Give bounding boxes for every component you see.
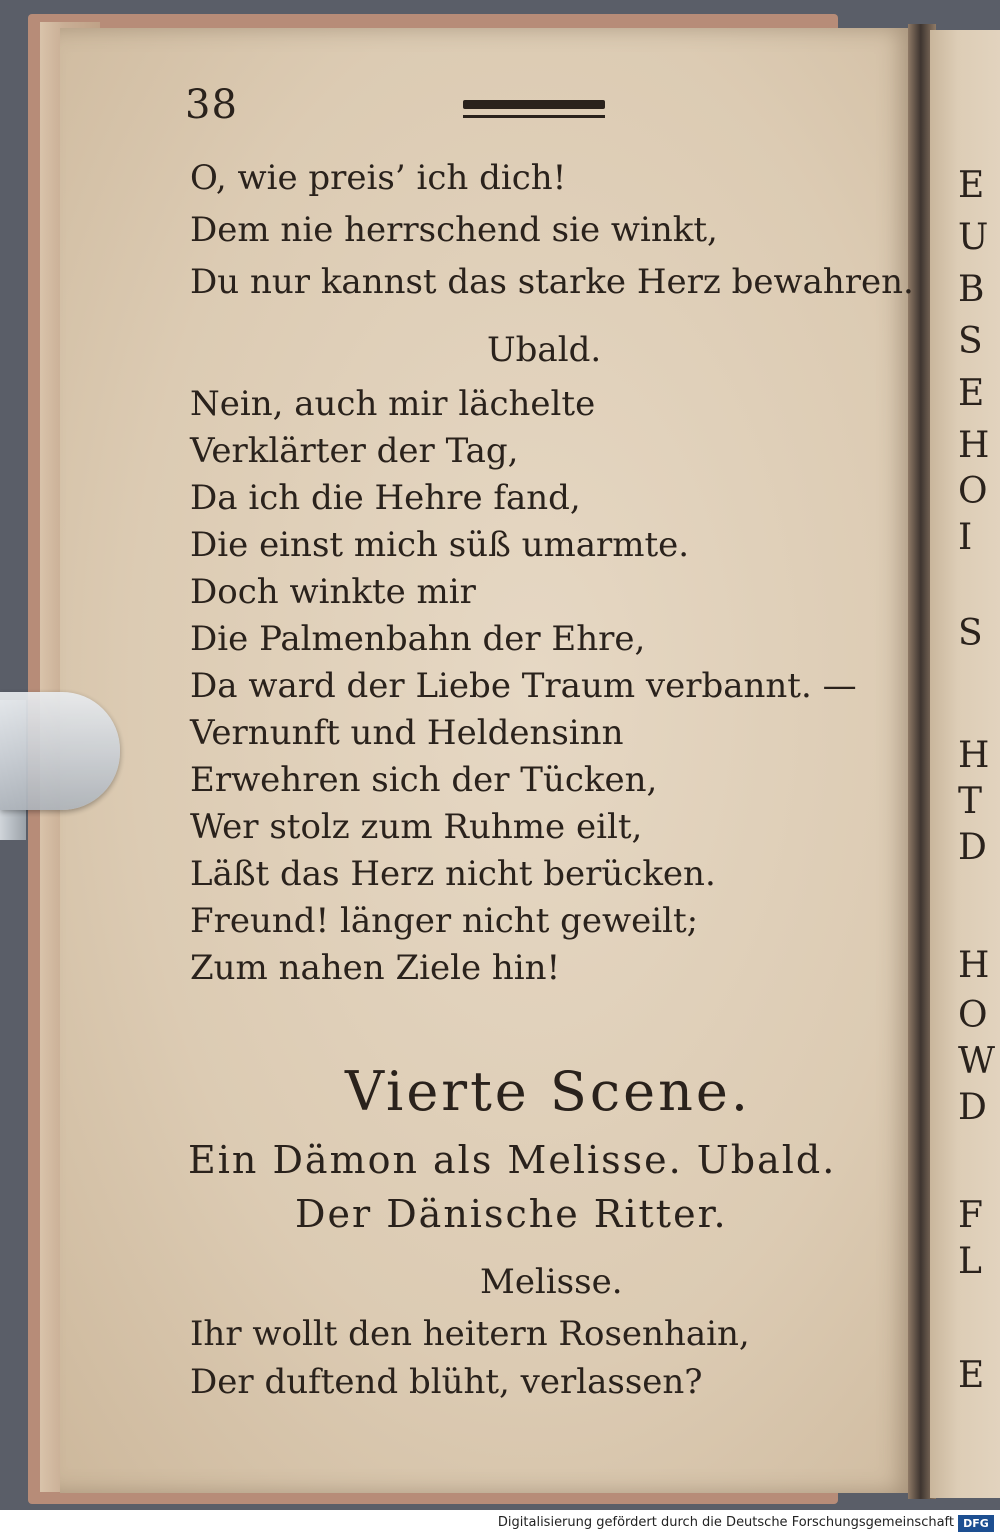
verse-line: Die einst mich süß umarmte. bbox=[190, 525, 690, 565]
facing-page-letter: O bbox=[958, 995, 988, 1036]
facing-page-letter: H bbox=[958, 735, 990, 776]
facing-page-letter: W bbox=[958, 1041, 996, 1082]
verse-line: Du nur kannst das starke Herz bewahren. bbox=[190, 262, 914, 302]
verse-line: Freund! länger nicht geweilt; bbox=[190, 901, 699, 941]
verse-line: Da ward der Liebe Traum verbannt. — bbox=[190, 666, 857, 706]
verse-line: Der duftend blüht, verlassen? bbox=[190, 1362, 703, 1402]
facing-page-letter: S bbox=[958, 321, 983, 362]
footer-bar bbox=[0, 1510, 1000, 1538]
verse-line: Erwehren sich der Tücken, bbox=[190, 760, 658, 800]
facing-page-letter: I bbox=[958, 517, 973, 558]
speaker-name: Melisse. bbox=[480, 1262, 623, 1302]
verse-line: Nein, auch mir lächelte bbox=[190, 384, 596, 424]
facing-page-letter: E bbox=[958, 1355, 985, 1396]
facing-page-letter: O bbox=[958, 471, 988, 512]
verse-line: Zum nahen Ziele hin! bbox=[190, 948, 561, 988]
verse-line: Dem nie herrschend sie winkt, bbox=[190, 210, 718, 250]
digitization-credit: Digitalisierung gefördert durch die Deutsche Forschungsgemeinschaft bbox=[497, 1515, 954, 1530]
verse-line: Doch winkte mir bbox=[190, 572, 476, 612]
cast-list: Der Dänische Ritter. bbox=[295, 1192, 728, 1236]
facing-page-letter: B bbox=[958, 269, 985, 310]
cast-list: Ein Dämon als Melisse. Ubald. bbox=[188, 1138, 837, 1182]
speaker-name: Ubald. bbox=[487, 330, 602, 370]
verse-line: Ihr wollt den heitern Rosenhain, bbox=[190, 1314, 750, 1354]
facing-page-letter: E bbox=[958, 165, 985, 206]
header-ornament bbox=[463, 100, 605, 118]
facing-page-letter: H bbox=[958, 945, 990, 986]
facing-page-letter: H bbox=[958, 425, 990, 466]
page-number: 38 bbox=[185, 82, 238, 128]
facing-page-letter: U bbox=[958, 217, 989, 258]
verse-line: Vernunft und Heldensinn bbox=[190, 713, 624, 753]
verse-line: Da ich die Hehre fand, bbox=[190, 478, 581, 518]
verse-line: O, wie preis’ ich dich! bbox=[190, 158, 567, 198]
facing-page-letter: T bbox=[958, 781, 983, 822]
verse-line: Läßt das Herz nicht berücken. bbox=[190, 854, 716, 894]
facing-page-letter: L bbox=[958, 1241, 982, 1282]
facing-page-letter: D bbox=[958, 827, 987, 868]
facing-page-letter: F bbox=[958, 1195, 983, 1236]
scene-title: Vierte Scene. bbox=[345, 1060, 752, 1123]
verse-line: Die Palmenbahn der Ehre, bbox=[190, 619, 646, 659]
page-clip bbox=[0, 692, 120, 810]
dfg-logo: DFG bbox=[958, 1515, 994, 1532]
facing-page-letter: E bbox=[958, 373, 985, 414]
verse-line: Verklärter der Tag, bbox=[190, 431, 519, 471]
verse-line: Wer stolz zum Ruhme eilt, bbox=[190, 807, 643, 847]
facing-page-letter: D bbox=[958, 1087, 987, 1128]
facing-page-letter: S bbox=[958, 613, 983, 654]
